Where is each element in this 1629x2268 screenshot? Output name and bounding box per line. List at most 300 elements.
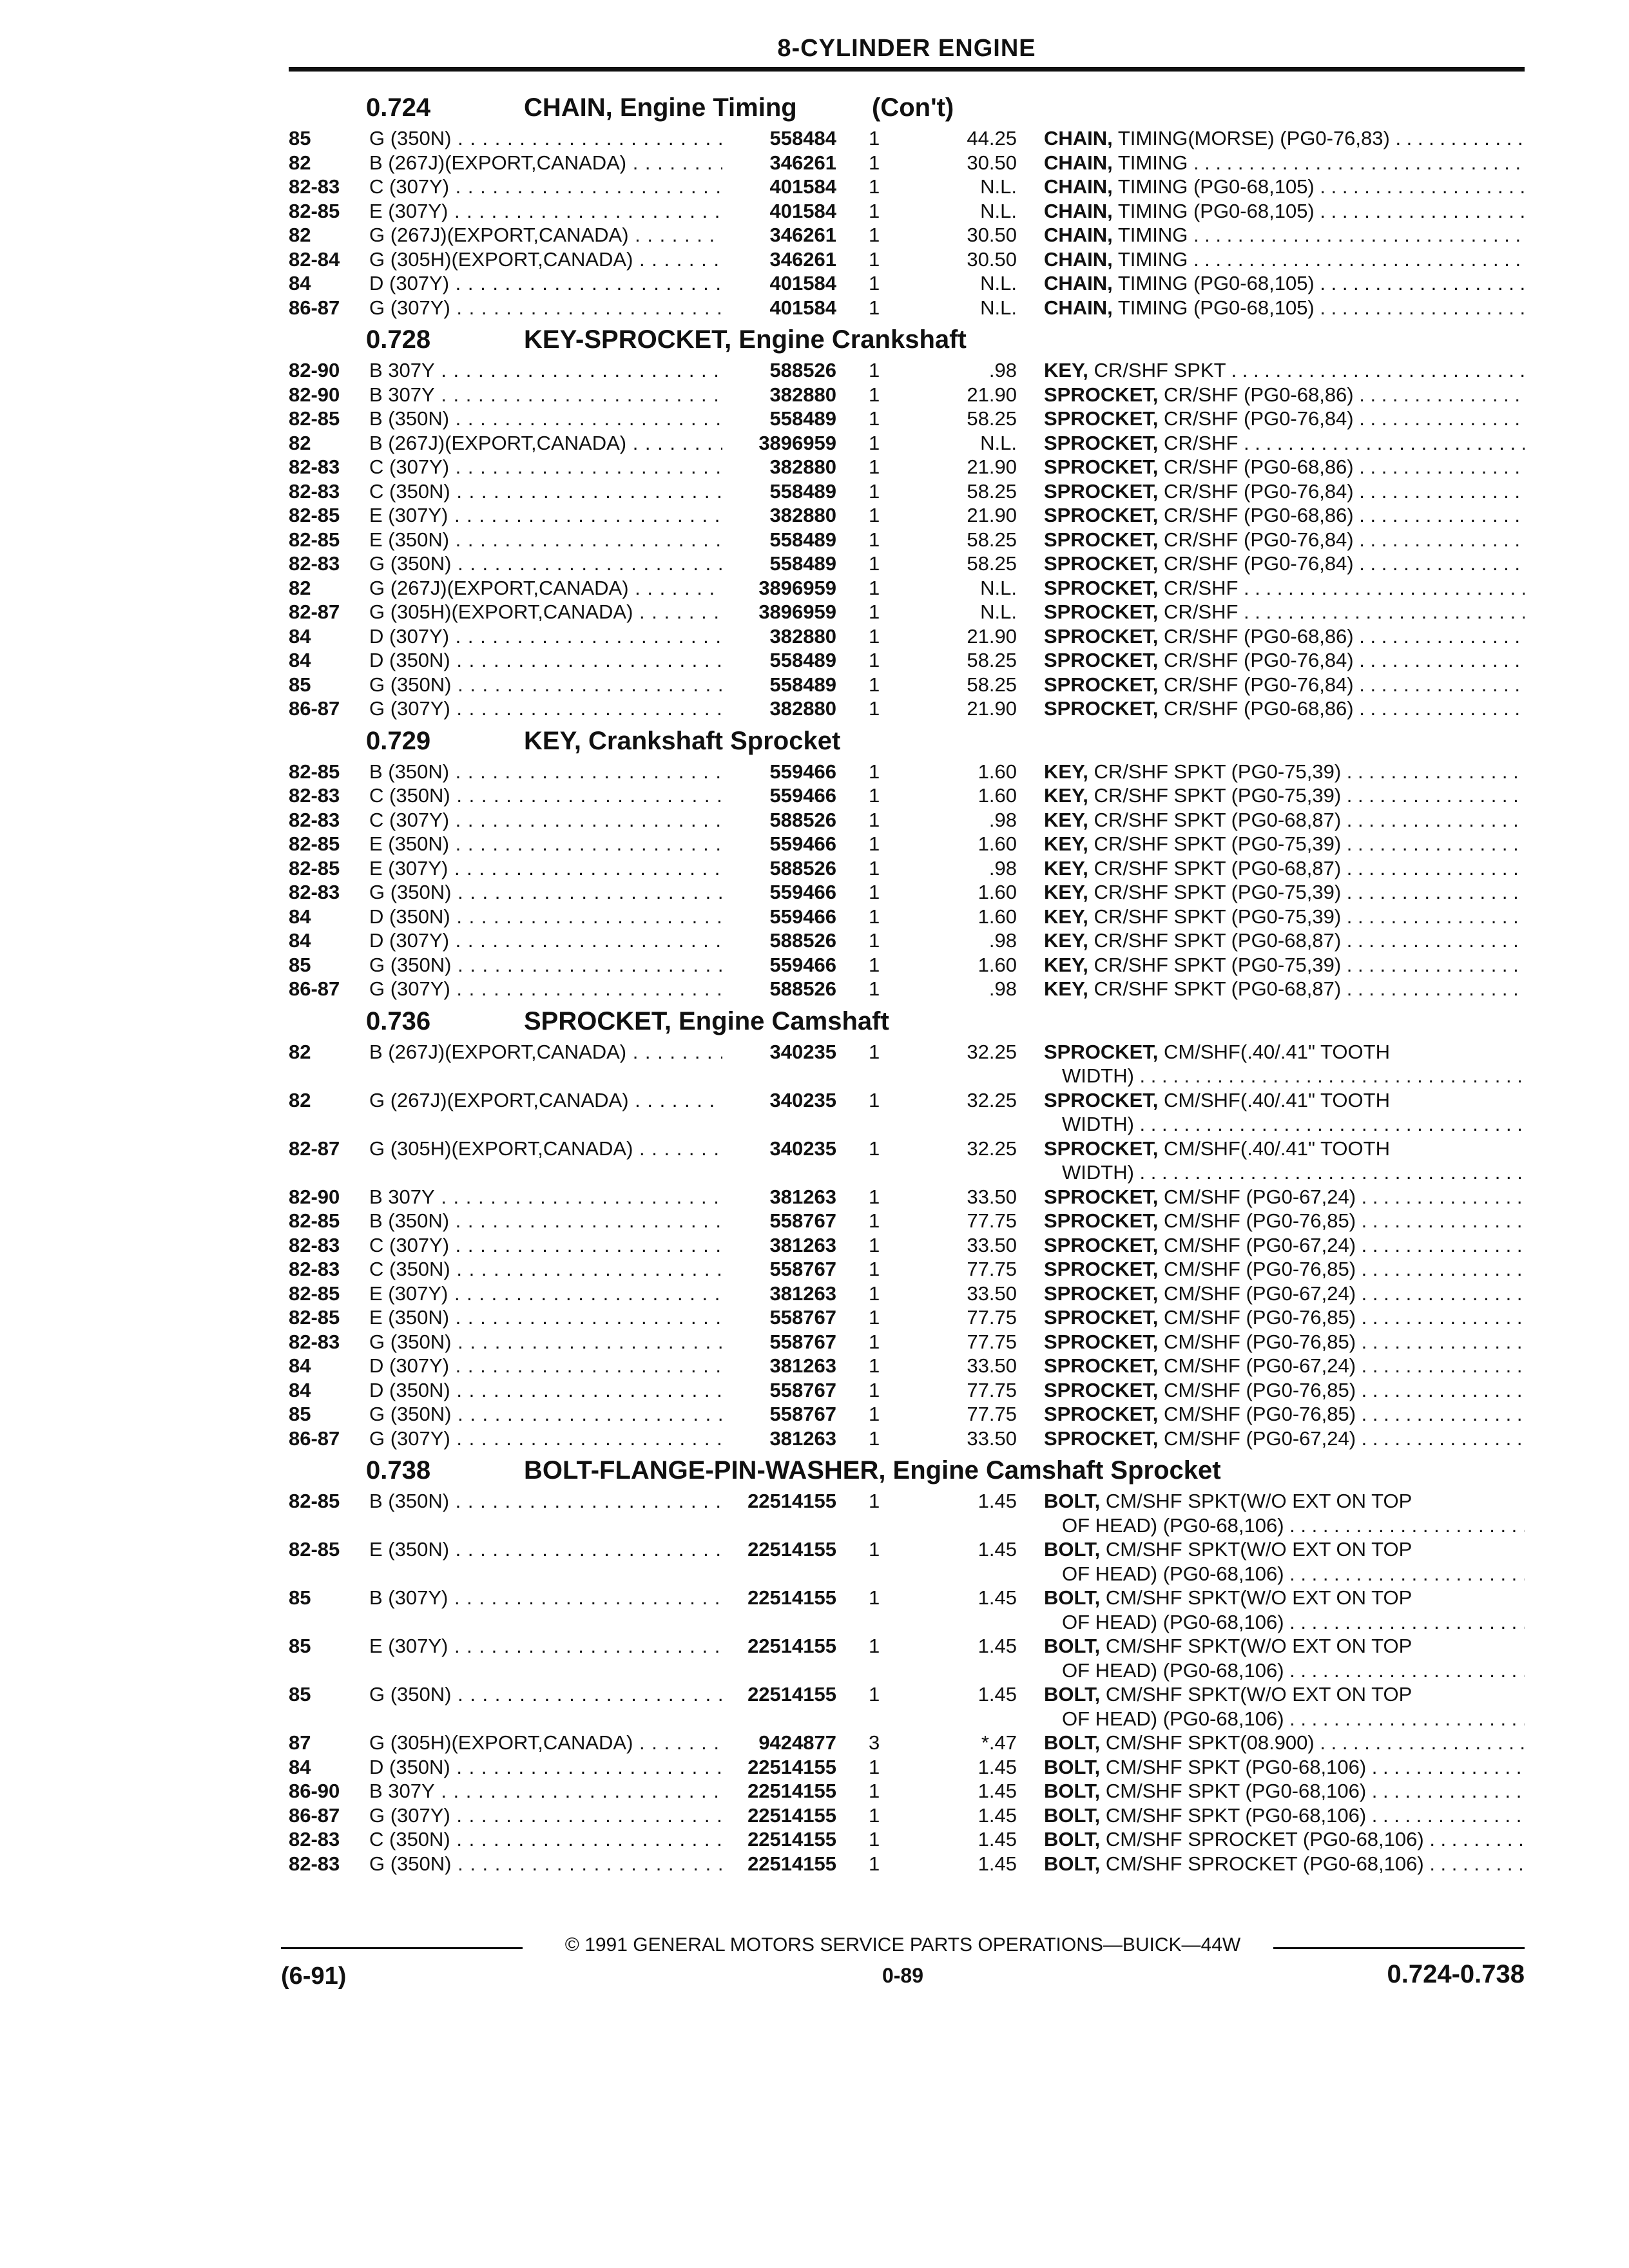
model-engine: G (350N) . . . [369, 953, 722, 977]
description [1044, 1209, 1525, 1233]
description [1044, 905, 1525, 929]
model-cell [369, 576, 722, 601]
quantity: 1 [869, 1088, 880, 1111]
model-year: 84 [289, 624, 311, 648]
model-cell [369, 1634, 722, 1658]
model-cell [369, 648, 722, 673]
description-keyword: SPROCKET, [1044, 1282, 1159, 1305]
price: 21.90 [967, 697, 1017, 720]
model-engine: G (305H)(EXPORT,CANADA) . . . [369, 1137, 722, 1161]
part-number: 382880 [769, 697, 836, 720]
quantity: 1 [869, 856, 880, 879]
model-cell [369, 431, 722, 456]
description-text: CR/SHF SPKT . . . [1094, 359, 1525, 381]
description [1044, 1755, 1525, 1780]
model-year: 85 [289, 127, 311, 149]
model-year: 82-83 [289, 1233, 340, 1256]
model-year: 82-83 [289, 552, 340, 575]
quantity: 1 [869, 1427, 880, 1450]
model-cell [369, 1282, 722, 1306]
quantity: 1 [869, 673, 880, 696]
quantity: 1 [869, 1828, 880, 1850]
price: 21.90 [967, 383, 1017, 406]
table-row [289, 358, 1525, 383]
quantity: 3 [869, 1731, 880, 1754]
description-text: TIMING (PG0-68,105) . . . [1118, 272, 1525, 294]
part-number: 588526 [769, 977, 836, 1000]
model-engine: G (350N) . . . [369, 1402, 722, 1427]
part-number: 401584 [769, 296, 836, 319]
table-row [289, 1779, 1525, 1803]
section-heading [289, 1001, 1525, 1040]
description-text: CR/SHF (PG0-76,84) . . . [1164, 407, 1525, 430]
description-text: CR/SHF (PG0-76,84) . . . [1164, 480, 1525, 503]
model-engine: G (350N) . . . [369, 673, 722, 697]
section-code: 0.729 [366, 726, 431, 755]
description [1044, 928, 1525, 953]
section-code: 0.736 [366, 1006, 431, 1035]
table-row [289, 199, 1525, 224]
model-engine: D (307Y) . . . [369, 1354, 722, 1378]
part-number: 22514155 [747, 1538, 836, 1561]
quantity: 1 [869, 601, 880, 623]
description [1044, 1427, 1525, 1451]
description-text: CR/SHF (PG0-76,84) . . . [1164, 649, 1525, 671]
section-heading [289, 721, 1525, 760]
description-keyword: CHAIN, [1044, 199, 1113, 222]
description-continued: OF HEAD) (PG0-68,106) . . . [1062, 1658, 1525, 1683]
model-cell [369, 552, 722, 576]
description-text: CR/SHF (PG0-68,86) . . . [1164, 383, 1525, 406]
part-number: 401584 [769, 175, 836, 198]
price: .98 [988, 359, 1017, 381]
part-number: 22514155 [747, 1828, 836, 1850]
table-row [289, 1755, 1525, 1780]
description-keyword: SPROCKET, [1044, 1354, 1159, 1377]
model-cell [369, 1427, 722, 1451]
model-year: 85 [289, 1635, 311, 1657]
part-number: 22514155 [747, 1780, 836, 1802]
table-row [289, 552, 1525, 576]
price: 1.45 [978, 1683, 1017, 1706]
model-engine: D (350N) . . . [369, 648, 722, 673]
price: 21.90 [967, 504, 1017, 526]
quantity: 1 [869, 224, 880, 246]
table-row [289, 455, 1525, 479]
description-continued: WIDTH) . . . [1062, 1112, 1525, 1137]
part-number: 559466 [769, 953, 836, 976]
quantity: 1 [869, 808, 880, 831]
description [1044, 1305, 1525, 1330]
description-keyword: KEY, [1044, 856, 1088, 879]
section-code: 0.738 [366, 1456, 431, 1485]
model-year: 86-90 [289, 1780, 340, 1802]
model-year: 86-87 [289, 296, 340, 319]
model-engine: C (350N) . . . [369, 783, 722, 808]
description-keyword: SPROCKET, [1044, 1403, 1159, 1425]
model-cell [369, 383, 722, 407]
price: 33.50 [967, 1282, 1017, 1305]
quantity: 1 [869, 1306, 880, 1329]
part-number: 382880 [769, 624, 836, 648]
description [1044, 552, 1525, 576]
quantity: 1 [869, 1683, 880, 1706]
model-year: 82-85 [289, 528, 340, 551]
quantity: 1 [869, 1403, 880, 1425]
table-row [289, 126, 1525, 151]
model-engine: G (350N) . . . [369, 1852, 722, 1876]
description [1044, 1634, 1525, 1658]
model-year: 84 [289, 1378, 311, 1401]
model-engine: G (267J)(EXPORT,CANADA) . . . [369, 576, 722, 601]
model-year: 85 [289, 953, 311, 976]
price: 32.25 [967, 1040, 1017, 1063]
description-text: CM/SHF SPKT (PG0-68,106) . . . [1106, 1804, 1525, 1827]
price: 21.90 [967, 456, 1017, 478]
part-number: 22514155 [747, 1803, 836, 1827]
model-cell [369, 1209, 722, 1233]
description [1044, 1185, 1525, 1209]
model-cell [369, 697, 722, 721]
description-text: CR/SHF SPKT (PG0-75,39) . . . [1094, 784, 1525, 807]
section-range: 0.724-0.738 [1387, 1960, 1525, 1988]
model-engine: B (267J)(EXPORT,CANADA) . . . [369, 431, 722, 456]
description-keyword: KEY, [1044, 953, 1088, 976]
model-engine: G (267J)(EXPORT,CANADA) . . . [369, 1088, 722, 1113]
table-row [289, 1305, 1525, 1330]
quantity: 1 [869, 576, 880, 599]
price: 21.90 [967, 624, 1017, 648]
table-row [289, 832, 1525, 856]
quantity: 1 [869, 1635, 880, 1657]
quantity: 1 [869, 175, 880, 198]
part-number: 558489 [769, 407, 836, 430]
model-cell [369, 624, 722, 649]
model-engine: B (267J)(EXPORT,CANADA) . . . [369, 151, 722, 175]
price: 58.25 [967, 649, 1017, 671]
description-keyword: SPROCKET, [1044, 1088, 1159, 1111]
part-number: 22514155 [747, 1635, 836, 1657]
description-keyword: KEY, [1044, 977, 1088, 1000]
description [1044, 1779, 1525, 1803]
description-keyword: SPROCKET, [1044, 383, 1159, 406]
model-engine: G (305H)(EXPORT,CANADA) . . . [369, 600, 722, 624]
description-keyword: SPROCKET, [1044, 1185, 1159, 1208]
description-text: CM/SHF (PG0-67,24) . . . [1164, 1282, 1525, 1305]
price: 1.60 [978, 832, 1017, 855]
description [1044, 175, 1525, 199]
description [1044, 223, 1525, 247]
model-cell [369, 953, 722, 977]
model-year: 82 [289, 431, 311, 454]
model-cell [369, 271, 722, 296]
description-keyword: CHAIN, [1044, 272, 1113, 294]
model-year: 82 [289, 1040, 311, 1063]
model-year: 87 [289, 1731, 311, 1754]
price: 33.50 [967, 1185, 1017, 1208]
section-heading [289, 320, 1525, 358]
price: N.L. [980, 576, 1017, 599]
model-year: 82-85 [289, 1306, 340, 1329]
description-keyword: CHAIN, [1044, 151, 1113, 174]
price: N.L. [980, 296, 1017, 319]
description-keyword: KEY, [1044, 929, 1088, 952]
section-heading [289, 88, 1525, 126]
model-year: 82-87 [289, 601, 340, 623]
quantity: 1 [869, 528, 880, 551]
model-engine: E (350N) . . . [369, 832, 722, 856]
description [1044, 1354, 1525, 1378]
description [1044, 648, 1525, 673]
description-keyword: KEY, [1044, 784, 1088, 807]
model-year: 82-85 [289, 856, 340, 879]
description-text: TIMING (PG0-68,105) . . . [1118, 296, 1525, 319]
description-text: CR/SHF (PG0-68,86) . . . [1164, 697, 1525, 720]
description-keyword: CHAIN, [1044, 247, 1113, 271]
price: 1.60 [978, 905, 1017, 928]
price: 58.25 [967, 528, 1017, 551]
model-year: 82-85 [289, 1282, 340, 1305]
quantity: 1 [869, 1209, 880, 1232]
description-text: CR/SHF . . . [1164, 432, 1525, 454]
description-text: CM/SHF (PG0-67,24) . . . [1164, 1234, 1525, 1256]
model-engine: B (307Y) . . . [369, 1586, 722, 1610]
model-cell [369, 1402, 722, 1427]
description-keyword: CHAIN, [1044, 296, 1113, 319]
quantity: 1 [869, 1185, 880, 1208]
description-keyword: SPROCKET, [1044, 673, 1159, 696]
model-year: 84 [289, 1354, 311, 1377]
price: 77.75 [967, 1209, 1017, 1232]
description-keyword: KEY, [1044, 808, 1088, 831]
table-row [289, 576, 1525, 601]
description-keyword: SPROCKET, [1044, 1378, 1159, 1401]
model-year: 82-85 [289, 760, 340, 783]
description-keyword: KEY, [1044, 905, 1088, 928]
part-number: 559466 [769, 760, 836, 783]
table-row [289, 1489, 1525, 1537]
model-cell [369, 407, 722, 431]
model-engine: B (350N) . . . [369, 407, 722, 431]
part-number: 558767 [769, 1403, 836, 1425]
description [1044, 431, 1525, 456]
part-number: 381263 [769, 1354, 836, 1377]
model-cell [369, 905, 722, 929]
model-cell [369, 1040, 722, 1064]
description-text: TIMING . . . [1118, 248, 1525, 271]
description [1044, 977, 1525, 1001]
quantity: 1 [869, 431, 880, 454]
quantity: 1 [869, 407, 880, 430]
model-year: 84 [289, 905, 311, 928]
part-number: 558767 [769, 1209, 836, 1232]
section-name: BOLT-FLANGE-PIN-WASHER, Engine Camshaft Sprocket [524, 1456, 1221, 1485]
section-heading [289, 1450, 1525, 1489]
description [1044, 1803, 1525, 1828]
model-year: 82-85 [289, 832, 340, 855]
description [1044, 1682, 1525, 1707]
description-text: CM/SHF (PG0-76,85) . . . [1164, 1306, 1525, 1329]
description-keyword: SPROCKET, [1044, 504, 1159, 526]
section-name: KEY, Crankshaft Sprocket [524, 726, 841, 755]
description [1044, 624, 1525, 649]
description-keyword: SPROCKET, [1044, 552, 1159, 575]
model-year: 82-85 [289, 1538, 340, 1561]
model-cell [369, 1779, 722, 1803]
description [1044, 856, 1525, 881]
section-name: SPROCKET, Engine Camshaft [524, 1006, 889, 1035]
description-continued: WIDTH) . . . [1062, 1160, 1525, 1185]
model-cell [369, 247, 722, 272]
description-text: CM/SHF (PG0-76,85) . . . [1164, 1209, 1525, 1232]
part-number: 588526 [769, 359, 836, 381]
description-keyword: BOLT, [1044, 1538, 1101, 1561]
description-text: CM/SHF (PG0-76,85) . . . [1164, 1379, 1525, 1401]
quantity: 1 [869, 151, 880, 174]
table-row [289, 383, 1525, 407]
description-continued: OF HEAD) (PG0-68,106) . . . [1062, 1707, 1525, 1731]
model-cell [369, 1827, 722, 1852]
description-text: CM/SHF SPKT (PG0-68,106) . . . [1106, 1756, 1525, 1778]
model-cell [369, 1185, 722, 1209]
quantity: 1 [869, 199, 880, 222]
table-row [289, 1233, 1525, 1258]
model-cell [369, 455, 722, 479]
model-cell [369, 479, 722, 504]
quantity: 1 [869, 1258, 880, 1280]
table-row [289, 503, 1525, 528]
table-row [289, 880, 1525, 905]
quantity: 1 [869, 1586, 880, 1609]
price: N.L. [980, 199, 1017, 222]
part-number: 22514155 [747, 1852, 836, 1875]
description-text: CM/SHF SPKT(08.900) . . . [1106, 1731, 1525, 1754]
table-row [289, 1330, 1525, 1354]
model-cell [369, 358, 722, 383]
model-engine: E (307Y) . . . [369, 1282, 722, 1306]
quantity: 1 [869, 1755, 880, 1778]
footer-rule-right [1273, 1947, 1525, 1949]
model-cell [369, 1755, 722, 1780]
table-row [289, 1185, 1525, 1209]
description [1044, 1282, 1525, 1306]
price: .98 [988, 929, 1017, 952]
model-engine: D (350N) . . . [369, 905, 722, 929]
model-year: 85 [289, 1586, 311, 1609]
part-number: 558767 [769, 1306, 836, 1329]
part-number: 559466 [769, 784, 836, 807]
description-keyword: CHAIN, [1044, 175, 1113, 198]
table-row [289, 1354, 1525, 1378]
price: 1.60 [978, 760, 1017, 783]
description-text: CR/SHF . . . [1164, 601, 1525, 623]
quantity: 1 [869, 624, 880, 648]
description [1044, 832, 1525, 856]
price: 32.25 [967, 1088, 1017, 1111]
price: 58.25 [967, 673, 1017, 696]
section-code: 0.724 [366, 93, 431, 122]
part-number: 588526 [769, 929, 836, 952]
description-keyword: BOLT, [1044, 1635, 1101, 1657]
table-row [289, 1088, 1525, 1137]
description-keyword: SPROCKET, [1044, 624, 1159, 648]
model-cell [369, 1852, 722, 1876]
model-engine: B 307Y . . . [369, 1779, 722, 1803]
table-row [289, 1634, 1525, 1682]
price: *.47 [981, 1731, 1017, 1754]
model-cell [369, 296, 722, 320]
description-keyword: BOLT, [1044, 1755, 1101, 1778]
quantity: 1 [869, 552, 880, 575]
model-year: 82-83 [289, 175, 340, 198]
price: 1.60 [978, 784, 1017, 807]
model-year: 82-83 [289, 881, 340, 903]
model-cell [369, 1731, 722, 1755]
part-number: 340235 [769, 1137, 836, 1160]
description-keyword: SPROCKET, [1044, 601, 1159, 623]
model-cell [369, 760, 722, 784]
part-number: 22514155 [747, 1490, 836, 1512]
section-name: CHAIN, Engine Timing [524, 93, 797, 122]
description [1044, 808, 1525, 832]
model-engine: G (305H)(EXPORT,CANADA) . . . [369, 247, 722, 272]
part-number: 558489 [769, 479, 836, 503]
price: 1.60 [978, 881, 1017, 903]
model-engine: D (350N) . . . [369, 1755, 722, 1780]
description-text: CR/SHF . . . [1164, 577, 1525, 599]
model-year: 82-83 [289, 1330, 340, 1353]
description-text: CR/SHF (PG0-68,86) . . . [1164, 456, 1525, 478]
model-engine: E (307Y) . . . [369, 503, 722, 528]
description-text: CR/SHF SPKT (PG0-75,39) . . . [1094, 832, 1525, 855]
model-engine: G (307Y) . . . [369, 1803, 722, 1828]
part-number: 558489 [769, 673, 836, 696]
footer-rule-left [281, 1947, 523, 1949]
description [1044, 1137, 1525, 1161]
model-engine: G (307Y) . . . [369, 697, 722, 721]
model-engine: G (307Y) . . . [369, 296, 722, 320]
model-engine: E (307Y) . . . [369, 199, 722, 224]
model-cell [369, 1305, 722, 1330]
part-number: 558489 [769, 528, 836, 551]
description [1044, 479, 1525, 504]
quantity: 1 [869, 1490, 880, 1512]
description-text: CM/SHF SPKT(W/O EXT ON TOP [1105, 1683, 1412, 1706]
page-footer [281, 1933, 1525, 1997]
description-keyword: BOLT, [1044, 1586, 1101, 1609]
table-row [289, 783, 1525, 808]
quantity: 1 [869, 1354, 880, 1377]
description-text: CM/SHF SPROCKET (PG0-68,106) . . . [1106, 1852, 1525, 1875]
quantity: 1 [869, 1040, 880, 1063]
part-number: 558489 [769, 552, 836, 575]
model-cell [369, 832, 722, 856]
section-code: 0.728 [366, 325, 431, 354]
description-text: TIMING (PG0-68,105) . . . [1118, 175, 1525, 198]
model-year: 82-90 [289, 359, 340, 381]
table-row [289, 808, 1525, 832]
description-continued: OF HEAD) (PG0-68,106) . . . [1062, 1514, 1525, 1538]
description-text: TIMING (PG0-68,105) . . . [1118, 200, 1525, 222]
description-text: CM/SHF (PG0-67,24) . . . [1164, 1186, 1525, 1208]
table-row [289, 151, 1525, 175]
table-row [289, 247, 1525, 272]
description-keyword: SPROCKET, [1044, 1040, 1159, 1063]
description-keyword: KEY, [1044, 359, 1088, 381]
description [1044, 199, 1525, 224]
model-cell [369, 1489, 722, 1514]
description-keyword: KEY, [1044, 832, 1088, 855]
